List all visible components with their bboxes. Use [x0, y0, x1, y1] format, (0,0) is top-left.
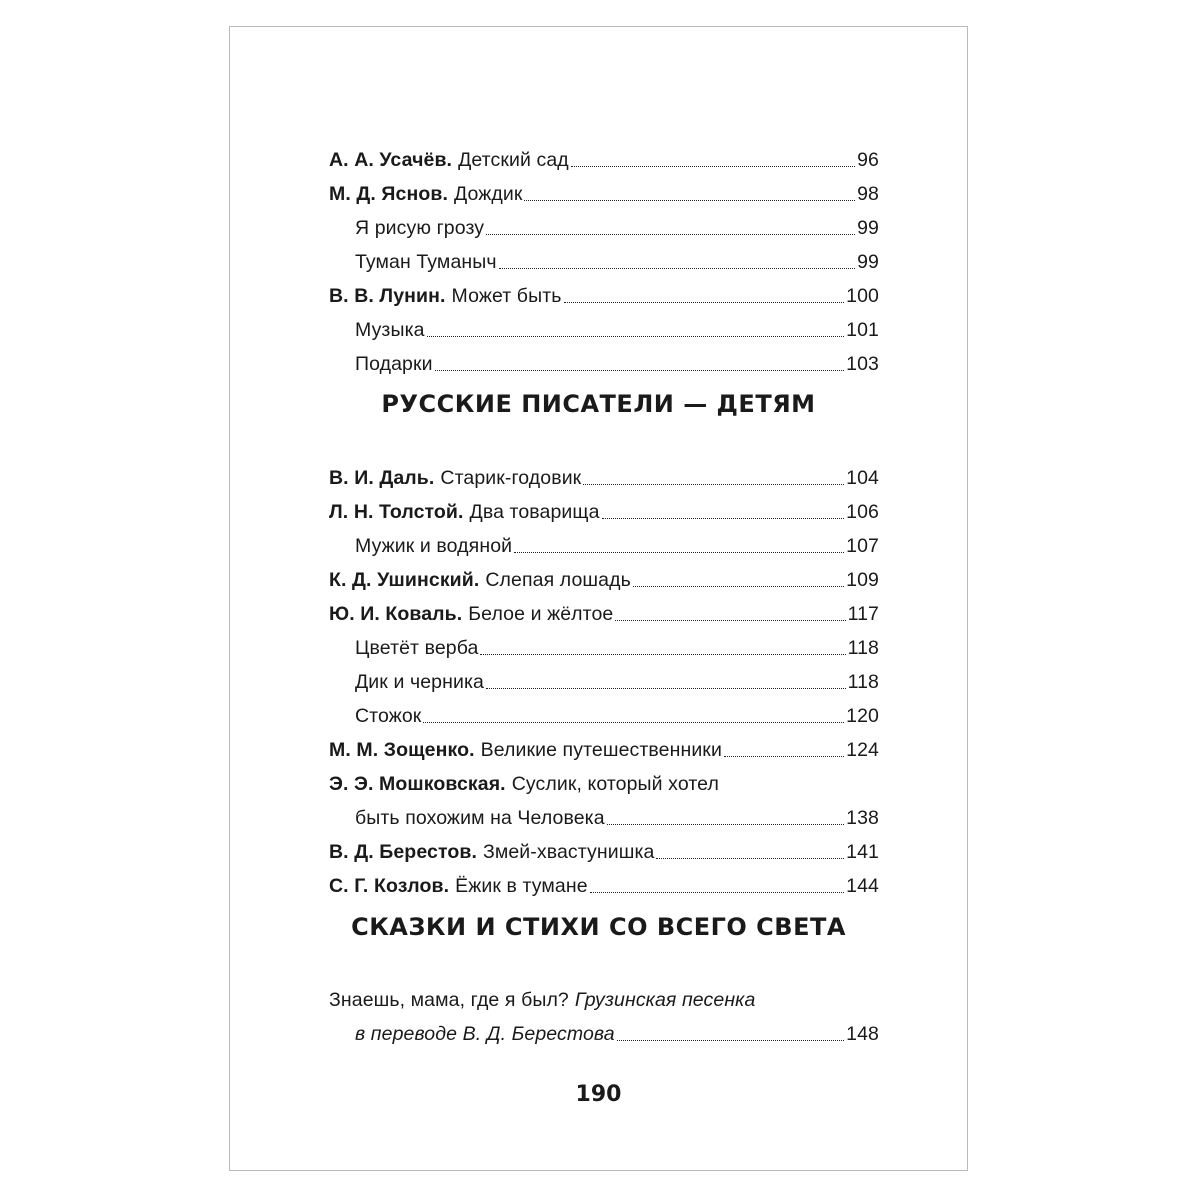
toc-title: Ёжик в тумане: [455, 875, 588, 897]
toc-entry: [355, 346, 879, 376]
toc-entry: [329, 766, 879, 796]
toc-title: Два товарища: [469, 501, 600, 523]
dot-leader: [583, 484, 844, 485]
toc-author: С. Г. Козлов.: [329, 875, 450, 897]
toc-title: Знаешь, мама, где я был?: [329, 989, 569, 1011]
toc-page-number: 100: [846, 285, 879, 307]
toc-author: Э. Э. Мошковская.: [329, 773, 506, 795]
section-heading: РУССКИЕ ПИСАТЕЛИ — ДЕТЯМ: [381, 390, 816, 418]
toc-page-number: 107: [846, 535, 879, 557]
toc-author: В. В. Лунин.: [329, 285, 446, 307]
toc-title-italic: Грузинская песенка: [574, 989, 756, 1011]
dot-leader: [423, 722, 844, 723]
toc-title: Слепая лошадь: [485, 569, 631, 591]
toc-page-number: 118: [847, 637, 879, 659]
toc-page-number: 118: [847, 671, 879, 693]
toc-title: Детский сад: [458, 149, 569, 171]
toc-author: М. М. Зощенко.: [329, 739, 475, 761]
toc-title-italic: в переводе В. Д. Берестова: [355, 1023, 615, 1045]
toc-page-number: 106: [846, 501, 879, 523]
table-of-contents: [230, 27, 967, 1170]
toc-author: В. И. Даль.: [329, 467, 435, 489]
toc-entry: [329, 834, 879, 864]
toc-entry: [355, 528, 879, 558]
dot-leader: [564, 302, 845, 303]
dot-leader: [724, 756, 844, 757]
toc-title: Стожок: [355, 705, 422, 727]
toc-entry: [329, 732, 879, 762]
toc-page-number: 96: [857, 149, 879, 171]
toc-page-number: 98: [857, 183, 879, 205]
toc-page-number: 148: [846, 1023, 879, 1045]
toc-title: Мужик и водяной: [355, 535, 513, 557]
toc-title: Суслик, который хотел: [511, 773, 719, 795]
toc-page-number: 109: [846, 569, 879, 591]
dot-leader: [607, 824, 845, 825]
dot-leader: [427, 336, 845, 337]
dot-leader: [435, 370, 845, 371]
toc-title: Дождик: [453, 183, 523, 205]
toc-author: Л. Н. Толстой.: [329, 501, 464, 523]
toc-page-number: 124: [846, 739, 879, 761]
toc-entry: [329, 142, 879, 172]
toc-author: В. Д. Берестов.: [329, 841, 477, 863]
toc-author: М. Д. Яснов.: [329, 183, 448, 205]
toc-page-number: 138: [846, 807, 879, 829]
toc-entry: [355, 1016, 879, 1046]
toc-page-number: 99: [857, 217, 879, 239]
section-heading: СКАЗКИ И СТИХИ СО ВСЕГО СВЕТА: [351, 913, 846, 941]
page-number: 190: [575, 1082, 622, 1107]
toc-entry: [329, 460, 879, 490]
dot-leader: [524, 200, 855, 201]
dot-leader: [499, 268, 855, 269]
toc-title: Музыка: [355, 319, 425, 341]
toc-title: Подарки: [355, 353, 433, 375]
toc-entry: [329, 494, 879, 524]
dot-leader: [602, 518, 845, 519]
dot-leader: [617, 1040, 844, 1041]
toc-author: Ю. И. Коваль.: [329, 603, 463, 625]
toc-page-number: 101: [846, 319, 879, 341]
toc-title: Может быть: [451, 285, 562, 307]
dot-leader: [514, 552, 844, 553]
dot-leader: [656, 858, 844, 859]
toc-page-number: 141: [846, 841, 879, 863]
toc-entry: [329, 982, 879, 1012]
toc-page-number: 104: [846, 467, 879, 489]
toc-entry: [355, 210, 879, 240]
toc-page-number: 117: [847, 603, 879, 625]
toc-title: Дик и черника: [355, 671, 484, 693]
toc-page-number: 103: [846, 353, 879, 375]
dot-leader: [480, 654, 845, 655]
toc-title: Великие путешественники: [480, 739, 722, 761]
toc-entry: [355, 664, 879, 694]
dot-leader: [615, 620, 845, 621]
dot-leader: [571, 166, 855, 167]
toc-entry: [355, 698, 879, 728]
toc-title: Я рисую грозу: [355, 217, 485, 239]
toc-author: К. Д. Ушинский.: [329, 569, 480, 591]
toc-entry: [355, 630, 879, 660]
toc-entry: [329, 868, 879, 898]
toc-page-number: 144: [846, 875, 879, 897]
dot-leader: [633, 586, 844, 587]
toc-page-number: 120: [846, 705, 879, 727]
dot-leader: [590, 892, 845, 893]
toc-title: Туман Туманыч: [355, 251, 497, 273]
toc-entry: [329, 596, 879, 626]
toc-title: быть похожим на Человека: [355, 807, 605, 829]
book-page: [229, 26, 968, 1171]
toc-entry: [355, 800, 879, 830]
toc-title: Змей-хвастунишка: [482, 841, 655, 863]
toc-title: Белое и жёлтое: [468, 603, 614, 625]
toc-entry: [329, 278, 879, 308]
toc-author: А. А. Усачёв.: [329, 149, 453, 171]
toc-title: Старик-годовик: [440, 467, 582, 489]
toc-page-number: 99: [857, 251, 879, 273]
dot-leader: [486, 688, 846, 689]
toc-entry: [329, 176, 879, 206]
toc-entry: [355, 244, 879, 274]
toc-title: Цветёт верба: [355, 637, 479, 659]
toc-entry: [355, 312, 879, 342]
toc-entry: [329, 562, 879, 592]
dot-leader: [486, 234, 855, 235]
